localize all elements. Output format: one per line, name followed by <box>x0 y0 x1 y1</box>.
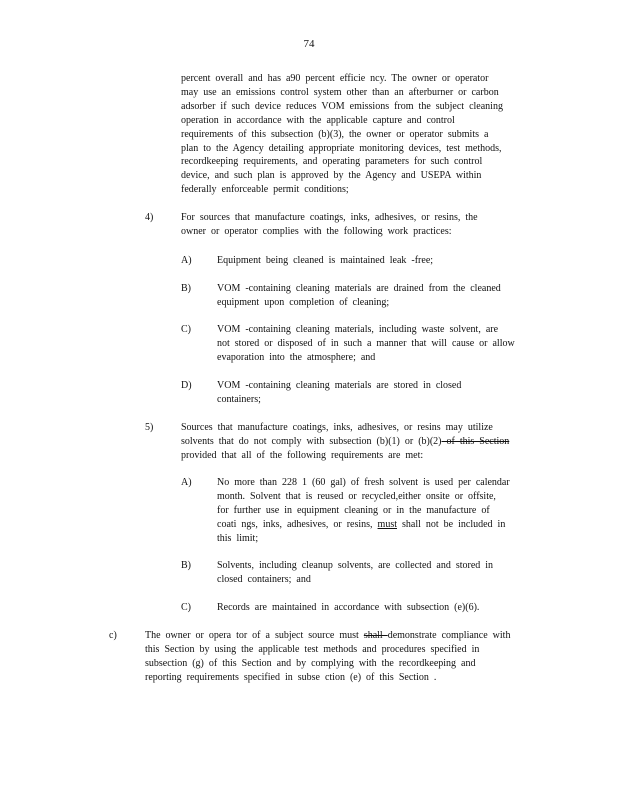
text-line: percent overall and has a90 percent efficie ncy. The owner or operator <box>181 73 489 84</box>
item-5c-label: C) <box>181 602 191 613</box>
item-4-label: 4) <box>145 212 154 223</box>
text-line: evaporation into the atmosphere; and <box>217 351 376 363</box>
text-line <box>145 629 510 643</box>
item-4b-text <box>217 282 501 310</box>
text-line: closed containers; and <box>217 573 311 585</box>
item-4a-text <box>217 254 433 268</box>
item-4b-label: B) <box>181 283 191 294</box>
text-line: reporting requirements specified in subse ction (e) of this Section . <box>145 671 437 683</box>
line-text: solvents that do not comply with subsection (b)(1) or (b)(2) <box>181 435 442 447</box>
line-text: demonstrate compliance with <box>387 630 511 641</box>
text-line: No more than 228 1 (60 gal) of fresh solvent is used per calendar <box>217 477 510 488</box>
item-5b-text <box>217 559 493 587</box>
item-c-label: c) <box>109 630 117 641</box>
item-5a-label: A) <box>181 477 192 488</box>
item-5c-text <box>217 601 479 615</box>
text-line: not stored or disposed of in such a manner that will cause or allow <box>217 337 515 349</box>
text-line: equipment upon completion of cleaning; <box>217 296 390 308</box>
item-4c-text <box>217 323 515 365</box>
text-line: month. Solvent that is reused or recycled,either onsite or offsite, <box>217 490 496 502</box>
text-line: federally enforceable permit conditions; <box>181 184 349 196</box>
text-line: adsorber if such device reduces VOM emissions from the subject cleaning <box>181 100 503 112</box>
text-line <box>181 435 509 449</box>
text-line: subsection (g) of this Section and by complying with the recordkeeping and <box>145 657 476 669</box>
item-4-text <box>181 211 478 239</box>
text-line: this Section by using the applicable test methods and procedures specified in <box>145 643 480 655</box>
line-text: The owner or opera tor of a subject source must <box>145 630 364 641</box>
text-line: for further use in equipment cleaning or in the manufacture of <box>217 504 490 516</box>
text-line: VOM -containing cleaning materials, including waste solvent, are <box>217 324 499 335</box>
text-line: Equipment being cleaned is maintained leak -free; <box>217 255 434 266</box>
item-4d-label: D) <box>181 380 192 391</box>
struck-text: shall <box>363 630 388 641</box>
text-line: For sources that manufacture coatings, inks, adhesives, or resins, the <box>181 212 478 223</box>
text-line: operation in accordance with the applicable capture and control <box>181 114 455 126</box>
text-line: Records are maintained in accordance with subsection (e)(6). <box>217 602 480 613</box>
text-line: VOM -containing cleaning materials are drained from the cleaned <box>217 283 501 294</box>
item-5-label: 5) <box>145 422 154 433</box>
struck-text: of this Section <box>441 435 510 447</box>
item-4c-label: C) <box>181 324 191 335</box>
text-line: Sources that manufacture coatings, inks, adhesives, or resins may utilize <box>181 422 493 433</box>
item-5b-label: B) <box>181 560 191 571</box>
text-line: VOM -containing cleaning materials are stored in closed <box>217 380 462 391</box>
page-number: 74 <box>303 38 315 50</box>
item-5-text <box>181 421 509 463</box>
line-text: shall not be included in <box>397 518 506 530</box>
item-4a-label: A) <box>181 255 192 266</box>
text-line: may use an emissions control system other than an afterburner or carbon <box>181 86 499 98</box>
text-line: owner or operator complies with the following work practices: <box>181 225 452 237</box>
item-4d-text <box>217 379 461 407</box>
line-text: coati ngs, inks, adhesives, or resins, <box>217 518 378 530</box>
text-line: provided that all of the following requirements are met: <box>181 449 424 461</box>
item-5a-text <box>217 476 510 546</box>
text-line: containers; <box>217 393 261 405</box>
text-line: this limit; <box>217 532 259 544</box>
item-c-text <box>145 629 510 685</box>
text-line <box>217 518 510 532</box>
text-line: Solvents, including cleanup solvents, are collected and stored in <box>217 560 494 571</box>
intro-paragraph <box>181 72 503 197</box>
text-line: plan to the Agency detailing appropriate monitoring devices, test methods, <box>181 142 502 154</box>
text-line: device, and such plan is approved by the Agency and USEPA within <box>181 170 482 182</box>
text-line: requirements of this subsection (b)(3), the owner or operator submits a <box>181 128 489 140</box>
inserted-text: must <box>377 518 397 530</box>
text-line: recordkeeping requirements, and operating parameters for such control <box>181 156 483 168</box>
